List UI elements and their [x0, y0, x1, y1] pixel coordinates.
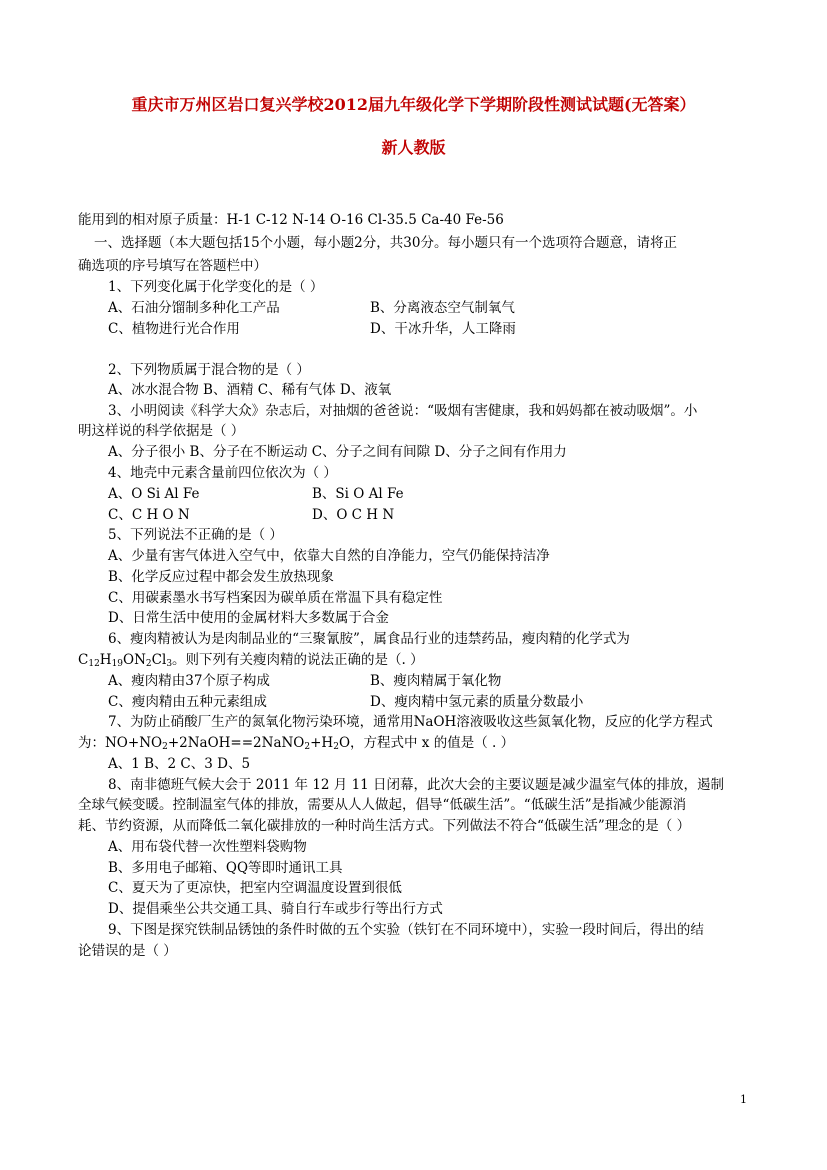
atomic-masses: 能用到的相对原子质量：H-1 C-12 N-14 O-16 Cl-35.5 Ca-40 Fe-56: [78, 212, 504, 228]
q6-option-a: A、瘦肉精由37个原子构成: [108, 673, 270, 689]
q6-option-d: D、瘦肉精中氢元素的质量分数最小: [370, 694, 584, 710]
q6-option-c: C、瘦肉精由五种元素组成: [108, 694, 267, 710]
title-line-2: 新人教版: [381, 138, 446, 157]
q4-option-c: C、C H O N: [108, 507, 190, 523]
q5-option-b: B、化学反应过程中都会发生放热现象: [108, 569, 334, 585]
q2-stem: 2、下列物质属于混合物的是（ ）: [108, 362, 310, 378]
q3-stem-line-1: 3、小明阅读《科学大众》杂志后，对抽烟的爸爸说：“吸烟有害健康，我和妈妈都在被动吸烟”。小: [108, 403, 698, 419]
q4-option-d: D、O C H N: [312, 507, 395, 523]
q8-option-d: D、提倡乘坐公共交通工具、骑自行车或步行等出行方式: [108, 901, 443, 917]
q5-stem: 5、下列说法不正确的是（ ）: [108, 527, 283, 543]
q1-option-d: D、干冰升华，人工降雨: [370, 321, 516, 337]
q4-option-b: B、Si O Al Fe: [312, 486, 404, 502]
q5-option-c: C、用碳素墨水书写档案因为碳单质在常温下具有稳定性: [108, 590, 443, 606]
section-intro-line-1: 一、选择题（本大题包括15个小题，每小题2分，共30分。每小题只有一个选项符合题意，请将正: [94, 235, 677, 251]
q8-option-b: B、多用电子邮箱、QQ等即时通讯工具: [108, 860, 343, 876]
q5-option-d: D、日常生活中使用的金属材料大多数属于合金: [108, 610, 389, 626]
q7-stem-line-1: 7、为防止硝酸厂生产的氮氧化物污染环境，通常用NaOH溶液吸收这些氮氧化物，反应的化学方程式: [108, 714, 713, 730]
q8-option-a: A、用布袋代替一次性塑料袋购物: [108, 839, 307, 855]
q1-option-c: C、植物进行光合作用: [108, 321, 240, 337]
q6-option-b: B、瘦肉精属于氧化物: [370, 673, 502, 689]
q8-stem-line-3: 耗、节约资源，从而降低二氧化碳排放的一种时尚生活方式。下列做法不符合“低碳生活”理念的是（ ）: [78, 818, 691, 834]
q1-stem: 1、下列变化属于化学变化的是（ ）: [108, 279, 324, 295]
q1-option-a: A、石油分馏制多种化工产品: [108, 300, 280, 316]
q8-stem-line-1: 8、南非德班气候大会于 2011 年 12 月 11 日闭幕，此次大会的主要议题是减少温室气体的排放，遏制: [108, 777, 725, 793]
q6-stem-line-2: $C_{12}H_{19}ON_2Cl_3$。则下列有关瘦肉精的说法正确的是（. ）: [78, 652, 424, 669]
q2-options: A、冰水混合物 B、酒精 C、稀有气体 D、液氧: [108, 382, 392, 398]
q5-option-a: A、少量有害气体进入空气中，依靠大自然的自净能力，空气仍能保持洁净: [108, 548, 550, 564]
title-line-1: 重庆市万州区岩口复兴学校2012届九年级化学下学期阶段性测试试题(无答案）: [131, 95, 696, 114]
q9-stem-line-1: 9、下图是探究铁制品锈蚀的条件时做的五个实验（铁钉在不同环境中），实验一段时间后，得出的结: [108, 922, 704, 938]
q4-option-a: A、O Si Al Fe: [108, 486, 200, 502]
q8-option-c: C、夏天为了更凉快，把室内空调温度设置到很低: [108, 880, 402, 896]
q3-options: A、分子很小 B、分子在不断运动 C、分子之间有间隙 D、分子之间有作用力: [108, 444, 567, 460]
q7-equation-line: 为：$NO+NO_2+2NaOH==2NaNO_2+H_2O$，方程式中 x 的值是（ . ）: [78, 735, 515, 752]
q3-stem-line-2: 明这样说的科学依据是（ ）: [78, 423, 245, 439]
page-number: 1: [740, 1093, 747, 1106]
q4-stem: 4、地壳中元素含量前四位依次为（ ）: [108, 465, 337, 481]
q7-options: A、1 B、2 C、3 D、5: [108, 756, 251, 772]
q9-stem-line-2: 论错误的是（ ）: [78, 943, 177, 959]
q6-formula: $C_{12}H_{19}ON_2Cl_3$: [78, 652, 173, 669]
q1-option-b: B、分离液态空气制氧气: [370, 300, 515, 316]
q8-stem-line-2: 全球气候变暖。控制温室气体的排放，需要从人人做起，倡导“低碳生活”。“低碳生活”是指减少能源消: [78, 797, 687, 813]
section-intro-line-2: 确选项的序号填写在答题栏中）: [78, 258, 267, 274]
q6-stem-line-1: 6、瘦肉精被认为是肉制品业的“三聚氰胺”，属食品行业的违禁药品，瘦肉精的化学式为: [108, 631, 630, 647]
